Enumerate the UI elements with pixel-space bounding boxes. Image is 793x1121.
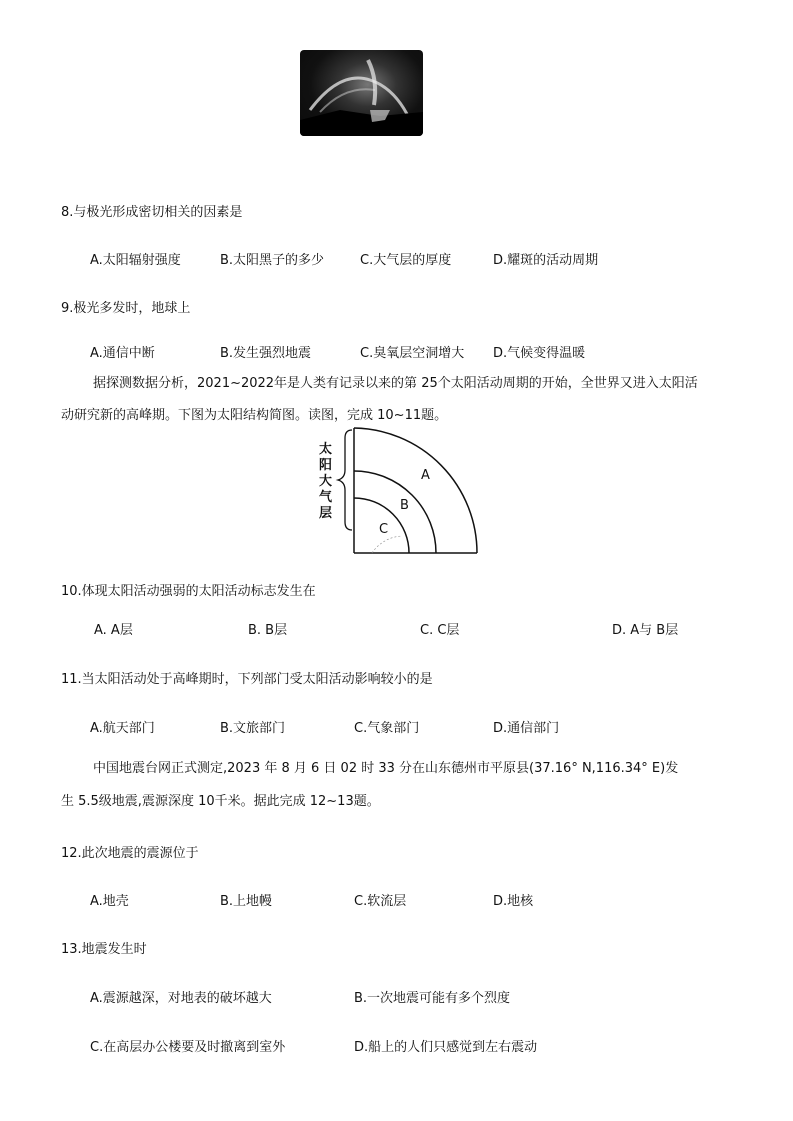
q9-option-b: B.发生强烈地震: [220, 346, 312, 361]
middle-arc: [354, 471, 436, 553]
label-char-2: 阳: [319, 458, 333, 473]
sun-structure-diagram: [312, 426, 482, 564]
q8-option-a: A.太阳辐射强度: [90, 253, 181, 268]
aurora-illustration: [300, 50, 423, 136]
question-10-stem: 10.体现太阳活动强弱的太阳活动标志发生在: [61, 584, 316, 599]
question-13-stem: 13.地震发生时: [61, 942, 147, 957]
q12-option-c: C.软流层: [354, 894, 407, 909]
label-char-4: 气: [319, 490, 333, 505]
atmosphere-brace: [338, 430, 352, 530]
aurora-photo: [300, 50, 423, 136]
q12-option-d: D.地核: [493, 894, 534, 909]
q9-option-a: A.通信中断: [90, 346, 155, 361]
q9-option-c: C.臭氧层空洞增大: [360, 346, 465, 361]
q12-option-a: A.地壳: [90, 894, 129, 909]
q11-option-c: C.气象部门: [354, 721, 420, 736]
sun-atmosphere-label: [319, 442, 333, 522]
layer-c-label: C: [379, 522, 389, 537]
question-8-stem: 8.与极光形成密切相关的因素是: [61, 205, 243, 220]
q13-option-b: B.一次地震可能有多个烈度: [354, 991, 511, 1006]
passage-2-line-2: 生 5.5级地震,震源深度 10千米。据此完成 12~13题。: [61, 794, 380, 809]
question-12-stem: 12.此次地震的震源位于: [61, 846, 199, 861]
question-11-stem: 11.当太阳活动处于高峰期时，下列部门受太阳活动影响较小的是: [61, 672, 433, 687]
passage-2-line-1: 中国地震台网正式测定,2023 年 8 月 6 日 02 时 33 分在山东德州市平原县(37.16° N,116.34° E)发: [93, 761, 679, 776]
passage-1-line-2: 动研究新的高峰期。下图为太阳结构简图。读图，完成 10~11题。: [61, 408, 448, 423]
q10-option-c: C. C层: [420, 623, 460, 638]
label-char-1: 太: [319, 442, 333, 457]
q13-option-c: C.在高层办公楼要及时撤离到室外: [90, 1040, 286, 1055]
q8-option-c: C.大气层的厚度: [360, 253, 452, 268]
passage-1-line-1: 据探测数据分析，2021~2022年是人类有记录以来的第 25个太阳活动周期的开始，全世界又进入太阳活: [93, 376, 698, 391]
q8-option-b: B.太阳黑子的多少: [220, 253, 325, 268]
q10-option-a: A. A层: [94, 623, 133, 638]
layer-b-label: B: [400, 498, 409, 513]
label-char-3: 大: [319, 474, 333, 489]
q8-option-d: D.耀斑的活动周期: [493, 253, 599, 268]
q9-option-d: D.气候变得温暖: [493, 346, 586, 361]
q13-option-a: A.震源越深，对地表的破坏越大: [90, 991, 272, 1006]
sun-layers-svg: [312, 426, 482, 564]
layer-a-label: A: [421, 468, 430, 483]
question-9-stem: 9.极光多发时，地球上: [61, 301, 191, 316]
q10-option-b: B. B层: [248, 623, 288, 638]
q11-option-d: D.通信部门: [493, 721, 560, 736]
q10-option-d: D. A与 B层: [612, 623, 679, 638]
q12-option-b: B.上地幔: [220, 894, 273, 909]
q11-option-b: B.文旅部门: [220, 721, 286, 736]
outer-arc: [354, 428, 477, 553]
q13-option-d: D.船上的人们只感觉到左右震动: [354, 1040, 538, 1055]
q11-option-a: A.航天部门: [90, 721, 155, 736]
label-char-5: 层: [319, 506, 333, 521]
